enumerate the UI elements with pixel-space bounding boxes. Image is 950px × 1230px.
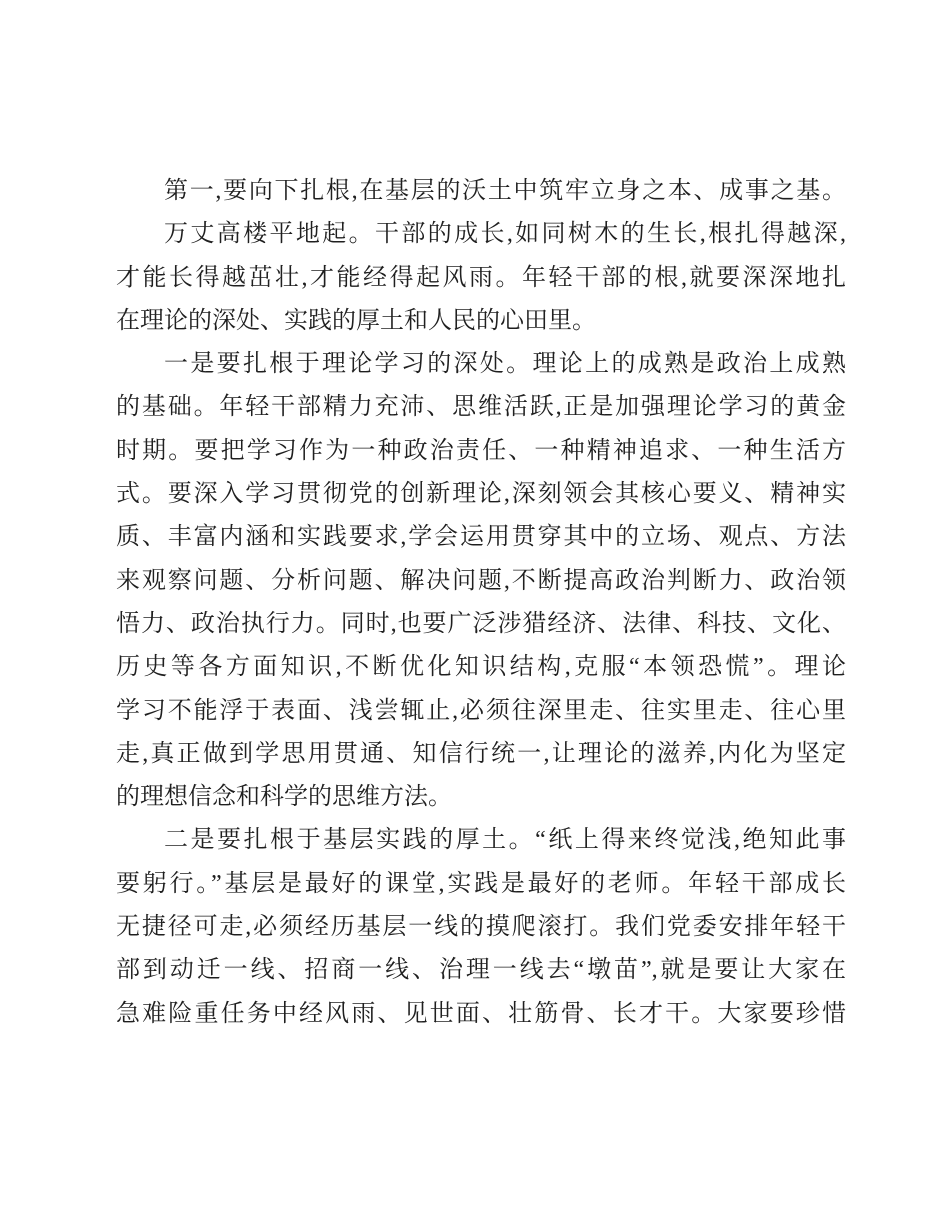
text-line: 二是要扎根于基层实践的厚土。“纸上得来终觉浅,绝知此事 (164, 827, 846, 854)
text-line: 急难险重任务中经风雨、见世面、壮筋骨、长才干。大家要珍惜 (116, 1000, 846, 1027)
paragraph-2 (116, 213, 846, 343)
text-line: 学习不能浮于表面、浅尝辄止,必须往深里走、往实里走、往心里 (116, 697, 846, 724)
text-line: 来观察问题、分析问题、解决问题,不断提高政治判断力、政治领 (116, 567, 846, 594)
paragraph-1 (116, 170, 846, 213)
text-line: 的理想信念和科学的思维方法。 (116, 784, 452, 811)
text-line: 无捷径可走,必须经历基层一线的摸爬滚打。我们党委安排年轻干 (116, 914, 846, 941)
text-line: 时期。要把学习作为一种政治责任、一种精神追求、一种生活方 (116, 437, 846, 464)
text-line: 部到动迁一线、招商一线、治理一线去“墩苗”,就是要让大家在 (116, 957, 846, 984)
text-line: 质、丰富内涵和实践要求,学会运用贯穿其中的立场、观点、方法 (116, 524, 846, 551)
text-line: 式。要深入学习贯彻党的创新理论,深刻领会其核心要义、精神实 (116, 481, 846, 508)
text-line: 一是要扎根于理论学习的深处。理论上的成熟是政治上成熟 (164, 351, 846, 378)
text-line: 的基础。年轻干部精力充沛、思维活跃,正是加强理论学习的黄金 (116, 394, 846, 421)
text-line: 走,真正做到学思用贯通、知信行统一,让理论的滋养,内化为坚定 (116, 740, 846, 767)
text-line: 第一,要向下扎根,在基层的沃土中筑牢立身之本、成事之基。 (164, 178, 846, 204)
text-line: 历史等各方面知识,不断优化知识结构,克服“本领恐慌”。理论 (116, 654, 846, 681)
document-text-block (116, 170, 846, 1036)
text-line: 才能长得越茁壮,才能经得起风雨。年轻干部的根,就要深深地扎 (116, 264, 846, 291)
text-line: 在理论的深处、实践的厚土和人民的心田里。 (116, 307, 596, 334)
text-line: 要躬行。”基层是最好的课堂,实践是最好的老师。年轻干部成长 (116, 870, 846, 897)
paragraph-3 (116, 343, 846, 819)
text-line: 万丈高楼平地起。干部的成长,如同树木的生长,根扎得越深, (164, 221, 846, 248)
paragraph-4 (116, 819, 846, 1035)
text-line: 悟力、政治执行力。同时,也要广泛涉猎经济、法律、科技、文化、 (116, 610, 846, 637)
